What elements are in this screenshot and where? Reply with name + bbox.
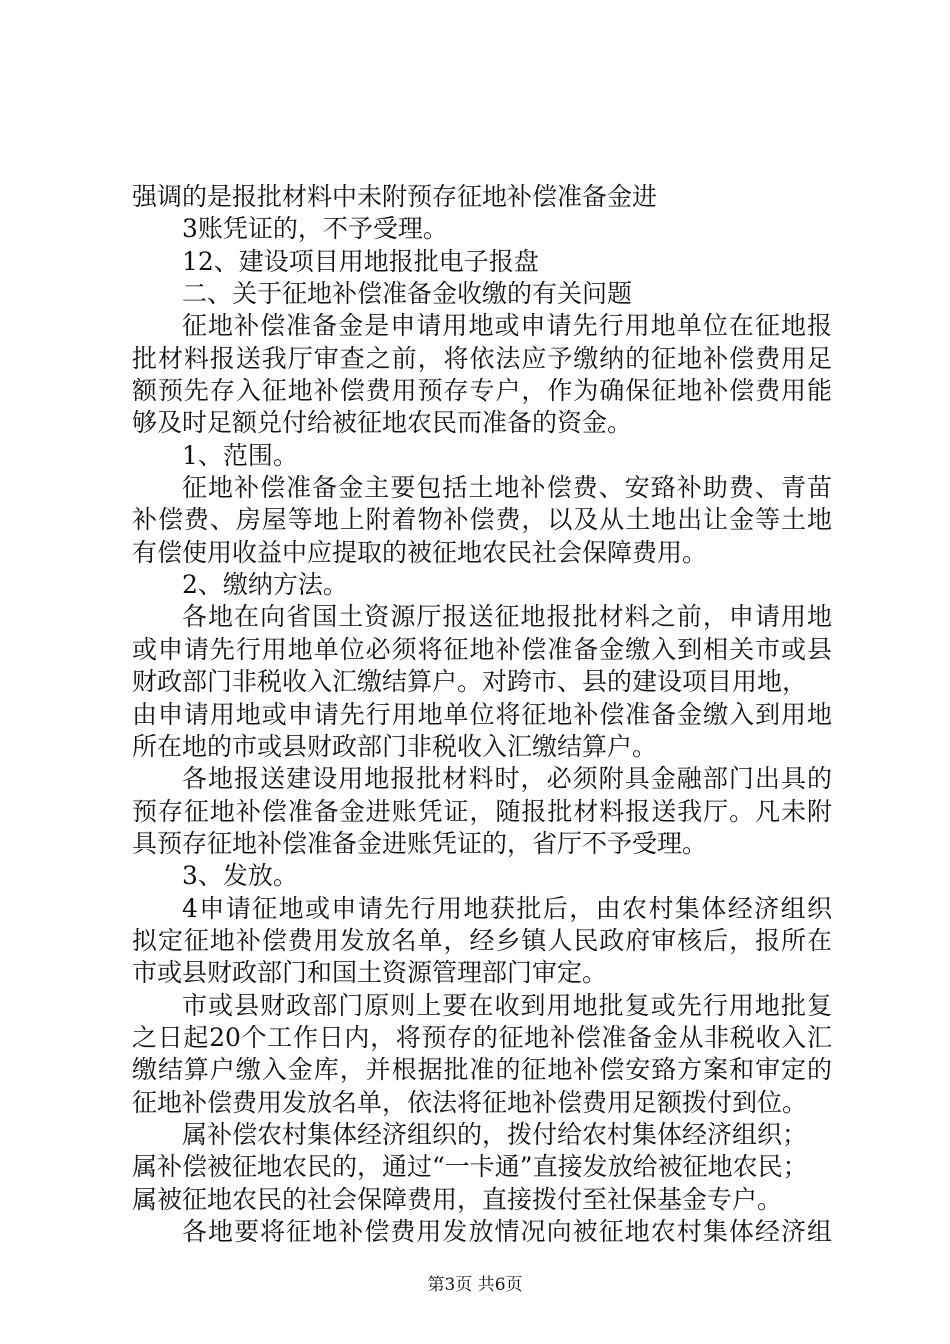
paragraph-line: 财政部门非税收入汇缴结算户。对跨市、县的建设项目用地，	[132, 667, 808, 697]
paragraph-line: 拟定征地补偿费用发放名单，经乡镇人民政府审核后，报所在	[132, 925, 832, 955]
paragraph-last-line: 有偿使用收益中应提取的被征地农民社会保障费用。	[132, 537, 708, 567]
paragraph-line: 之日起20个工作日内，将预存的征地补偿准备金从非税收入汇	[132, 1022, 832, 1052]
paragraph-line: 或申请先行用地单位必须将征地补偿准备金缴入到相关市或县	[132, 634, 832, 664]
paragraph-first-line: 属补偿农村集体经济组织的，拨付给农村集体经济组织；	[182, 1119, 808, 1149]
section-heading: 二、关于征地补偿准备金收缴的有关问题	[182, 279, 633, 309]
document-body	[132, 181, 832, 1248]
paragraph-line: 补偿费、房屋等地上附着物补偿费，以及从土地出让金等土地	[132, 505, 832, 535]
paragraph-last-line: 所在地的市或县财政部门非税收入汇缴结算户。	[132, 731, 658, 761]
paragraph-first-line: 征地补偿准备金是申请用地或申请先行用地单位在征地报	[182, 311, 832, 341]
subsection-heading: 3、发放。	[182, 861, 298, 891]
paragraph-line: 由申请用地或申请先行用地单位将征地补偿准备金缴入到用地	[132, 699, 832, 729]
page-number-footer: 第3页 共6页	[427, 1275, 523, 1295]
paragraph-first-line: 各地报送建设用地报批材料时，必须附具金融部门出具的	[182, 764, 832, 794]
body-line-continuation: 强调的是报批材料中未附预存征地补偿准备金进	[132, 182, 658, 211]
paragraph-first-line: 各地在向省国土资源厅报送征地报批材料之前，申请用地	[182, 602, 832, 632]
paragraph-last-line: 市或县财政部门和国土资源管理部门审定。	[132, 958, 608, 988]
subsection-heading: 2、缴纳方法。	[182, 570, 348, 600]
paragraph-first-line: 各地要将征地补偿费用发放情况向被征地农村集体经济组	[182, 1217, 832, 1246]
paragraph-last-line: 征地补偿费用发放名单，依法将征地补偿费用足额拨付到位。	[132, 1087, 808, 1117]
body-line-list-item: 3账凭证的，不予受理。	[182, 214, 448, 244]
paragraph-first-line: 征地补偿准备金主要包括土地补偿费、安臵补助费、青苗	[182, 473, 832, 503]
paragraph-line: 属补偿被征地农民的，通过“一卡通”直接发放给被征地农民；	[132, 1152, 808, 1182]
paragraph-line: 额预先存入征地补偿费用预存专户，作为确保征地补偿费用能	[132, 376, 832, 406]
paragraph-last-line: 够及时足额兑付给被征地农民而准备的资金。	[132, 408, 633, 438]
paragraph-line: 缴结算户缴入金库，并根据批准的征地补偿安臵方案和审定的	[132, 1055, 832, 1085]
paragraph-last-line: 具预存征地补偿准备金进账凭证的，省厅不予受理。	[132, 828, 708, 858]
body-line-list-item: 12、建设项目用地报批电子报盘	[182, 246, 539, 276]
paragraph-line: 预存征地补偿准备金进账凭证，随报批材料报送我厅。凡未附	[132, 796, 832, 826]
paragraph-first-line: 市或县财政部门原则上要在收到用地批复或先行用地批复	[182, 990, 832, 1020]
paragraph-line: 批材料报送我厅审查之前，将依法应予缴纳的征地补偿费用足	[132, 343, 832, 373]
subsection-heading: 1、范围。	[182, 440, 298, 470]
paragraph-first-line: 4申请征地或申请先行用地获批后，由农村集体经济组织	[182, 893, 832, 923]
paragraph-last-line: 属被征地农民的社会保障费用，直接拨付至社保基金专户。	[132, 1184, 783, 1214]
